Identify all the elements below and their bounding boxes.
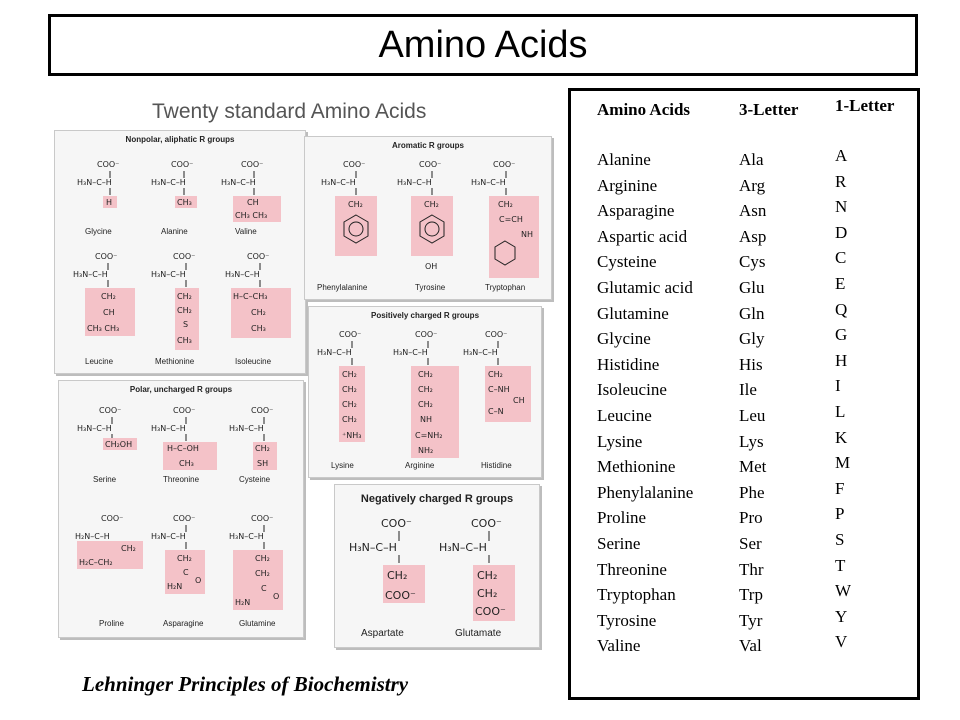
svg-text:C–NH: C–NH: [488, 385, 510, 394]
amino-acid-name: Serine: [597, 533, 641, 553]
svg-text:H₃N–C–H: H₃N–C–H: [151, 532, 186, 541]
amino-acid-name: Histidine: [597, 354, 660, 374]
threonine-structure: [151, 406, 217, 470]
amino-acid-name: Cysteine: [597, 252, 657, 272]
three-letter-code: Val: [739, 636, 762, 656]
svg-text:COO⁻: COO⁻: [385, 589, 416, 602]
svg-text:C: C: [183, 568, 189, 577]
svg-text:COO⁻: COO⁻: [343, 160, 366, 169]
svg-text:H–C–OH: H–C–OH: [167, 444, 199, 453]
three-letter-code: Arg: [739, 175, 766, 195]
one-letter-code: G: [835, 325, 848, 345]
name-histidine: Histidine: [481, 461, 512, 470]
amino-acid-name: Leucine: [597, 405, 652, 425]
positive-structures: [309, 307, 541, 477]
cysteine-structure: [229, 406, 277, 470]
one-letter-code: Q: [835, 299, 848, 319]
svg-text:H₃N–C–H: H₃N–C–H: [151, 270, 186, 279]
aspartate-structure: [349, 517, 425, 603]
header-three-letter: 3-Letter: [739, 100, 799, 119]
one-letter-code: K: [835, 427, 848, 447]
svg-text:CH₂: CH₂: [255, 569, 270, 578]
one-letter-code: D: [835, 222, 848, 242]
header-amino-acids: Amino Acids: [597, 100, 691, 119]
three-letter-code: Cys: [739, 252, 766, 272]
svg-text:CH₂: CH₂: [177, 306, 192, 315]
svg-text:SH: SH: [257, 459, 269, 468]
name-alanine: Alanine: [161, 227, 188, 236]
svg-text:CH₂: CH₂: [477, 569, 498, 582]
three-letter-code: Met: [739, 457, 767, 477]
svg-text:CH₂: CH₂: [387, 569, 408, 582]
name-proline: Proline: [99, 619, 124, 628]
name-glutamine: Glutamine: [239, 619, 276, 628]
svg-text:CH₂: CH₂: [342, 415, 357, 424]
svg-text:COO⁻: COO⁻: [471, 517, 502, 530]
svg-text:O: O: [273, 592, 280, 601]
aromatic-structures: [305, 137, 551, 299]
svg-text:CH₂: CH₂: [177, 292, 192, 301]
one-letter-code: R: [835, 171, 847, 191]
amino-acid-name: Proline: [597, 508, 647, 528]
name-serine: Serine: [93, 475, 117, 484]
svg-text:CH₃ CH₃: CH₃ CH₃: [235, 211, 268, 220]
svg-text:COO⁻: COO⁻: [251, 514, 274, 523]
svg-text:CH₂: CH₂: [488, 370, 503, 379]
header-one-letter: 1-Letter: [835, 96, 895, 115]
methionine-structure: [151, 252, 199, 350]
svg-text:CH₂: CH₂: [418, 370, 433, 379]
svg-text:H₃N–C–H: H₃N–C–H: [317, 348, 352, 357]
negative-structures: [335, 485, 539, 647]
figure-heading: Twenty standard Amino Acids: [152, 100, 427, 123]
svg-text:H₃N–C–H: H₃N–C–H: [151, 424, 186, 433]
svg-text:C–N: C–N: [488, 407, 504, 416]
svg-text:H₃N–C–H: H₃N–C–H: [349, 541, 397, 554]
glutamine-structure: [229, 514, 283, 610]
svg-text:CH₂: CH₂: [498, 200, 513, 209]
one-letter-code: W: [835, 581, 852, 601]
svg-text:CH₂: CH₂: [342, 370, 357, 379]
svg-text:CH₂: CH₂: [418, 400, 433, 409]
name-aspartate: Aspartate: [361, 628, 404, 639]
svg-text:C=NH₂: C=NH₂: [415, 431, 443, 440]
one-letter-code: I: [835, 376, 841, 396]
svg-text:H₃N–C–H: H₃N–C–H: [393, 348, 428, 357]
panel-polar: [58, 380, 304, 638]
three-letter-code: Tyr: [739, 610, 763, 630]
panel-negative-title: Negatively charged R groups: [360, 493, 514, 505]
three-letter-code: Gln: [739, 303, 765, 323]
three-letter-code: Lys: [739, 431, 764, 451]
amino-acid-name: Glycine: [597, 329, 651, 349]
column-one-letter: [835, 93, 894, 655]
one-letter-code: A: [835, 146, 848, 165]
svg-text:COO⁻: COO⁻: [171, 160, 194, 169]
three-letter-code: Ile: [739, 380, 757, 400]
svg-text:H₃N–C–H: H₃N–C–H: [221, 178, 256, 187]
citation: Lehninger Principles of Biochemistry: [82, 672, 409, 696]
svg-text:H₂N: H₂N: [167, 582, 183, 591]
arginine-structure: [393, 330, 459, 458]
amino-acid-name: Aspartic acid: [597, 226, 688, 246]
svg-text:COO⁻: COO⁻: [99, 406, 122, 415]
svg-text:H₃N–C–H: H₃N–C–H: [151, 178, 186, 187]
svg-text:H₂N: H₂N: [235, 598, 251, 607]
svg-text:H₂N–C–H: H₂N–C–H: [75, 532, 110, 541]
svg-text:S: S: [183, 320, 189, 329]
nonpolar-structures: [55, 131, 305, 373]
svg-text:CH₂: CH₂: [418, 385, 433, 394]
tryptophan-structure: [471, 160, 539, 278]
three-letter-code: Ser: [739, 533, 762, 553]
svg-text:CH₂: CH₂: [348, 200, 363, 209]
svg-text:CH₂: CH₂: [424, 200, 439, 209]
three-letter-code: Ala: [739, 150, 764, 169]
panel-polar-title: Polar, uncharged R groups: [129, 385, 233, 394]
proline-structure: [75, 514, 143, 569]
svg-text:CH₂OH: CH₂OH: [105, 440, 133, 449]
one-letter-code: T: [835, 555, 846, 575]
amino-acid-name: Arginine: [597, 175, 658, 195]
svg-text:H₃N–C–H: H₃N–C–H: [439, 541, 487, 554]
one-letter-code: H: [835, 350, 848, 370]
three-letter-code: His: [739, 354, 763, 374]
amino-acid-name: Lysine: [597, 431, 643, 451]
name-threonine: Threonine: [163, 475, 200, 484]
one-letter-code: V: [835, 632, 848, 652]
asparagine-structure: [151, 514, 205, 594]
svg-text:⁺NH₃: ⁺NH₃: [342, 431, 362, 440]
svg-text:COO⁻: COO⁻: [173, 406, 196, 415]
svg-text:COO⁻: COO⁻: [485, 330, 508, 339]
tyrosine-structure: [397, 160, 453, 271]
glycine-structure: [77, 160, 119, 208]
three-letter-code: Trp: [739, 585, 763, 605]
three-letter-code: Glu: [739, 277, 765, 297]
amino-acid-table: [568, 88, 920, 700]
name-phenylalanine: Phenylalanine: [317, 283, 368, 292]
svg-text:COO⁻: COO⁻: [95, 252, 118, 261]
svg-text:COO⁻: COO⁻: [339, 330, 362, 339]
svg-text:H₂C–CH₂: H₂C–CH₂: [79, 558, 113, 567]
svg-text:CH₃: CH₃: [179, 459, 194, 468]
svg-text:H₃N–C–H: H₃N–C–H: [229, 532, 264, 541]
three-letter-code: Phe: [739, 482, 765, 502]
name-glutamate: Glutamate: [455, 628, 502, 639]
amino-acid-name: Glutamic acid: [597, 277, 693, 297]
svg-text:CH₃: CH₃: [251, 324, 266, 333]
svg-text:COO⁻: COO⁻: [415, 330, 438, 339]
one-letter-code: Y: [835, 606, 848, 626]
amino-acid-name: Tryptophan: [597, 585, 676, 605]
svg-text:CH₃: CH₃: [177, 198, 192, 207]
svg-text:COO⁻: COO⁻: [251, 406, 274, 415]
name-glycine: Glycine: [85, 227, 112, 236]
amino-acid-name: Asparagine: [597, 201, 675, 221]
lysine-structure: [317, 330, 365, 442]
svg-text:H₃N–C–H: H₃N–C–H: [77, 178, 112, 187]
three-letter-code: Pro: [739, 508, 763, 528]
svg-text:CH₂: CH₂: [342, 400, 357, 409]
name-methionine: Methionine: [155, 357, 195, 366]
amino-acid-name: Alanine: [597, 150, 651, 169]
column-names: [597, 97, 693, 659]
svg-text:H₃N–C–H: H₃N–C–H: [229, 424, 264, 433]
three-letter-code: Gly: [739, 329, 765, 349]
one-letter-code: N: [835, 197, 848, 217]
svg-text:CH₂: CH₂: [477, 587, 498, 600]
svg-text:CH₂: CH₂: [121, 544, 136, 553]
svg-text:OH: OH: [425, 262, 438, 271]
svg-text:O: O: [195, 576, 202, 585]
name-tyrosine: Tyrosine: [415, 283, 446, 292]
slide-title: Amino Acids: [378, 23, 588, 66]
svg-text:CH₂: CH₂: [342, 385, 357, 394]
svg-text:CH: CH: [513, 396, 525, 405]
panel-positive: [308, 306, 542, 478]
one-letter-list: [835, 143, 894, 655]
svg-text:CH₂: CH₂: [255, 444, 270, 453]
svg-text:COO⁻: COO⁻: [97, 160, 120, 169]
svg-text:COO⁻: COO⁻: [101, 514, 124, 523]
one-letter-code: M: [835, 453, 851, 473]
svg-text:COO⁻: COO⁻: [173, 514, 196, 523]
svg-text:C: C: [261, 584, 267, 593]
svg-text:CH: CH: [247, 198, 259, 207]
histidine-structure: [463, 330, 531, 422]
svg-text:H₃N–C–H: H₃N–C–H: [321, 178, 356, 187]
svg-text:COO⁻: COO⁻: [381, 517, 412, 530]
amino-acid-name: Glutamine: [597, 303, 669, 323]
three-letter-code: Asn: [739, 201, 767, 221]
one-letter-code: P: [835, 504, 845, 524]
svg-text:NH₂: NH₂: [418, 446, 434, 455]
three-letter-code: Asp: [739, 226, 767, 246]
panel-nonpolar: [54, 130, 306, 374]
isoleucine-structure: [225, 252, 291, 338]
svg-text:H₃N–C–H: H₃N–C–H: [397, 178, 432, 187]
svg-text:H₃N–C–H: H₃N–C–H: [73, 270, 108, 279]
svg-text:H₃N–C–H: H₃N–C–H: [225, 270, 260, 279]
amino-acid-name: Valine: [597, 636, 641, 656]
panel-positive-title: Positively charged R groups: [370, 311, 480, 320]
name-isoleucine: Isoleucine: [235, 357, 272, 366]
name-valine: Valine: [235, 227, 257, 236]
svg-text:CH₂: CH₂: [101, 292, 116, 301]
svg-text:H₃N–C–H: H₃N–C–H: [77, 424, 112, 433]
amino-acid-name: Isoleucine: [597, 380, 667, 400]
svg-text:CH₃: CH₃: [177, 336, 192, 345]
panel-aromatic-title: Aromatic R groups: [391, 141, 464, 150]
svg-text:CH₂: CH₂: [251, 308, 266, 317]
amino-acid-name: Threonine: [597, 559, 667, 579]
names-list: [597, 147, 693, 659]
svg-text:C=CH: C=CH: [499, 215, 523, 224]
serine-structure: [77, 406, 137, 450]
name-asparagine: Asparagine: [163, 619, 204, 628]
svg-text:COO⁻: COO⁻: [419, 160, 442, 169]
svg-text:COO⁻: COO⁻: [247, 252, 270, 261]
svg-text:CH: CH: [103, 308, 115, 317]
svg-text:COO⁻: COO⁻: [173, 252, 196, 261]
amino-acid-name: Methionine: [597, 457, 676, 477]
valine-structure: [221, 160, 281, 222]
three-letter-code: Thr: [739, 559, 764, 579]
title-box: [48, 14, 918, 76]
glutamate-structure: [439, 517, 515, 621]
name-tryptophan: Tryptophan: [485, 283, 526, 292]
name-leucine: Leucine: [85, 357, 114, 366]
panel-negative: [334, 484, 540, 648]
column-three-letter: [739, 97, 798, 659]
svg-text:CH₂: CH₂: [177, 554, 192, 563]
svg-text:CH₂: CH₂: [255, 554, 270, 563]
three-letter-code: Leu: [739, 405, 766, 425]
name-arginine: Arginine: [405, 461, 435, 470]
three-letter-list: [739, 147, 798, 659]
svg-text:COO⁻: COO⁻: [493, 160, 516, 169]
svg-text:COO⁻: COO⁻: [241, 160, 264, 169]
svg-text:COO⁻: COO⁻: [475, 605, 506, 618]
one-letter-code: L: [835, 401, 846, 421]
svg-text:H₃N–C–H: H₃N–C–H: [471, 178, 506, 187]
svg-text:NH: NH: [420, 415, 432, 424]
one-letter-code: F: [835, 478, 845, 498]
amino-acid-name: Phenylalanine: [597, 482, 694, 502]
svg-text:H: H: [106, 198, 113, 207]
svg-text:H–C–CH₃: H–C–CH₃: [233, 292, 268, 301]
svg-text:NH: NH: [521, 230, 533, 239]
svg-text:H₃N–C–H: H₃N–C–H: [463, 348, 498, 357]
amino-acid-name: Tyrosine: [597, 610, 657, 630]
phenylalanine-structure: [321, 160, 377, 256]
one-letter-code: S: [835, 529, 845, 549]
name-cysteine: Cysteine: [239, 475, 271, 484]
leucine-structure: [73, 252, 135, 336]
name-lysine: Lysine: [331, 461, 354, 470]
polar-structures: [59, 381, 303, 637]
one-letter-code: C: [835, 248, 847, 268]
panel-aromatic: [304, 136, 552, 300]
panel-nonpolar-title: Nonpolar, aliphatic R groups: [125, 135, 235, 144]
alanine-structure: [151, 160, 197, 208]
svg-text:CH₃ CH₃: CH₃ CH₃: [87, 324, 120, 333]
one-letter-code: E: [835, 273, 846, 293]
